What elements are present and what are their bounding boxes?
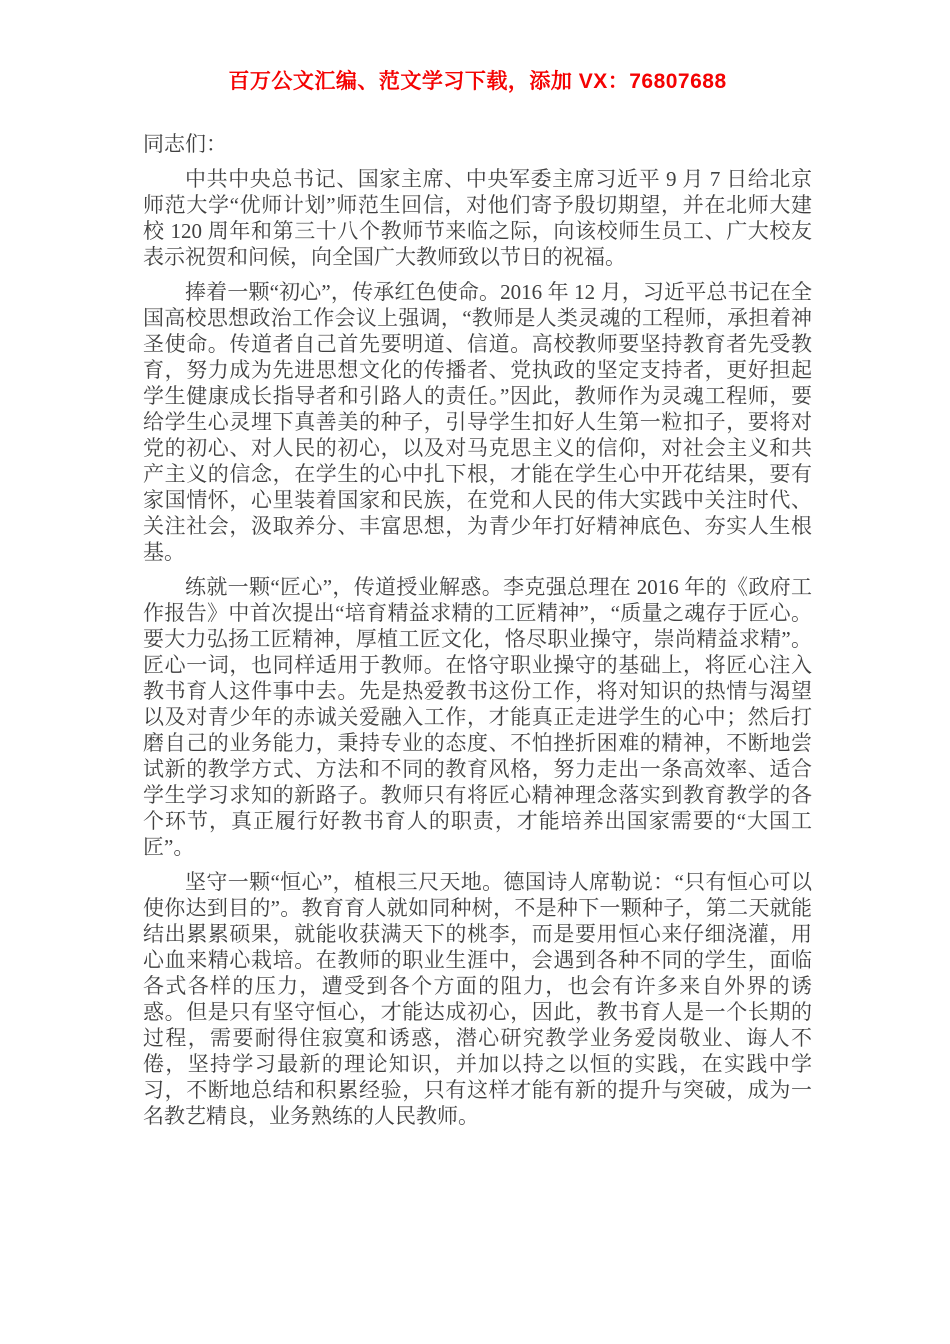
document-body	[143, 166, 812, 1129]
salutation: 同志们：	[143, 132, 227, 156]
paragraph-intro: 中共中央总书记、国家主席、中央军委主席习近平 9 月 7 日给北京师范大学“优师计划”师范生回信，对他们寄予殷切期望，并在北师大建校 120 周年和第三十八个教师节来临之际，向该校师生员工、广大校友表示祝贺和问候，向全国广大教师致以节日的祝福。	[143, 167, 812, 269]
paragraph-jiangxin: 练就一颗“匠心”，传道授业解惑。李克强总理在 2016 年的《政府工作报告》中首次提出“培育精益求精的工匠精神”，“质量之魂存于匠心。要大力弘扬工匠精神，厚植工匠文化，恪尽职业操守，崇尚精益求精”。匠心一词，也同样适用于教师。在恪守职业操守的基础上，将匠心注入教书育人这件事中去。先是热爱教书这份工作，将对知识的热情与渴望以及对青少年的赤诚关爱融入工作，才能真正走进学生的心中；然后打磨自己的业务能力，秉持专业的态度、不怕挫折困难的精神，不断地尝试新的教学方式、方法和不同的教育风格，努力走出一条高效率、适合学生学习求知的新路子。教师只有将匠心精神理念落实到教育教学的各个环节，真正履行好教书育人的职责，才能培养出国家需要的“大国工匠”。	[143, 575, 812, 859]
header-ad-notice: 百万公文汇编、范文学习下载，添加 VX：76807688	[228, 70, 727, 93]
paragraph-hengxin: 坚守一颗“恒心”，植根三尺天地。德国诗人席勒说：“只有恒心可以使你达到目的”。教育育人就如同种树，不是种下一颗种子，第二天就能结出累累硕果，就能收获满天下的桃李，而是要用恒心来仔细浇灌，用心血来精心栽培。在教师的职业生涯中，会遇到各种不同的学生，面临各式各样的压力，遭受到各个方面的阻力，也会有许多来自外界的诱惑。但是只有坚守恒心，才能达成初心，因此，教书育人是一个长期的过程，需要耐得住寂寞和诱惑，潜心研究教学业务爱岗敬业、诲人不倦，坚持学习最新的理论知识，并加以持之以恒的实践，在实践中学习，不断地总结和积累经验，只有这样才能有新的提升与突破，成为一名教艺精良，业务熟练的人民教师。	[143, 870, 812, 1128]
paragraph-chuxin: 捧着一颗“初心”，传承红色使命。2016 年 12 月，习近平总书记在全国高校思想政治工作会议上强调，“教师是人类灵魂的工程师，承担着神圣使命。传道者自己首先要明道、信道。高校教师要坚持教育者先受教育，努力成为先进思想文化的传播者、党执政的坚定支持者，更好担起学生健康成长指导者和引路人的责任。”因此，教师作为灵魂工程师，要给学生心灵埋下真善美的种子，引导学生扣好人生第一粒扣子，要将对党的初心、对人民的初心，以及对马克思主义的信仰，对社会主义和共产主义的信念，在学生的心中扎下根，才能在学生心中开花结果，要有家国情怀，心里装着国家和民族，在党和人民的伟大实践中关注时代、关注社会，汲取养分、丰富思想，为青少年打好精神底色、夯实人生根基。	[143, 280, 812, 564]
